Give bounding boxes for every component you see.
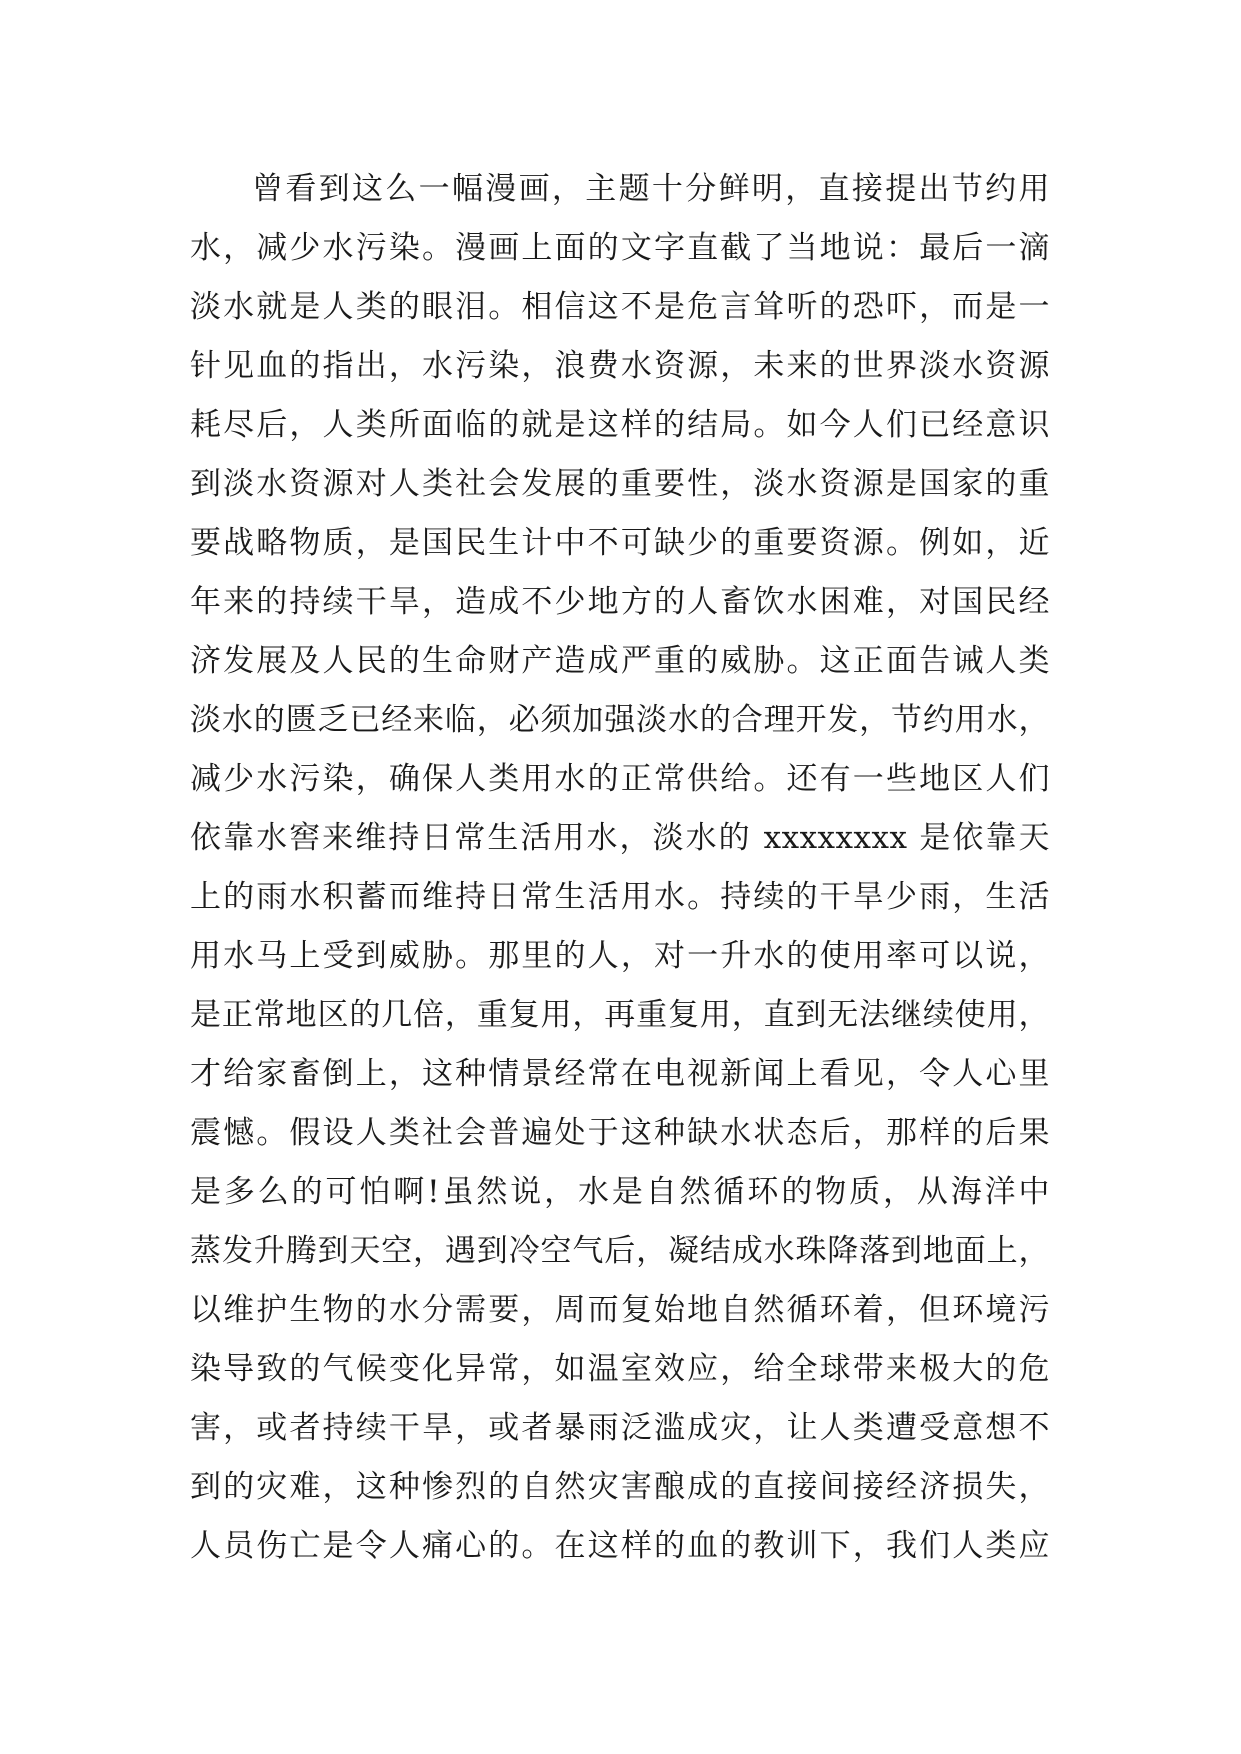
text-line: 蒸发升腾到天空，遇到冷空气后，凝结成水珠降落到地面上， <box>190 1233 1050 1269</box>
text-line: 耗尽后，人类所面临的就是这样的结局。如今人们已经意识 <box>190 407 1050 443</box>
text-line: 才给家畜倒上，这种情景经常在电视新闻上看见，令人心里 <box>190 1056 1050 1092</box>
text-line: 济发展及人民的生命财产造成严重的威胁。这正面告诫人类 <box>190 643 1050 679</box>
text-line: 淡水的匮乏已经来临，必须加强淡水的合理开发，节约用水， <box>190 702 1050 738</box>
text-line: 染导致的气候变化异常，如温室效应，给全球带来极大的危 <box>190 1351 1050 1387</box>
text-line: 水，减少水污染。漫画上面的文字直截了当地说：最后一滴 <box>190 230 1050 266</box>
text-line: 害，或者持续干旱，或者暴雨泛滥成灾，让人类遭受意想不 <box>190 1410 1050 1446</box>
text-line: 用水马上受到威胁。那里的人，对一升水的使用率可以说， <box>190 938 1050 974</box>
text-line: 年来的持续干旱，造成不少地方的人畜饮水困难，对国民经 <box>190 584 1050 620</box>
text-line: 曾看到这么一幅漫画，主题十分鲜明，直接提出节约用 <box>252 171 1050 207</box>
text-line: 上的雨水积蓄而维持日常生活用水。持续的干旱少雨，生活 <box>190 879 1050 915</box>
text-line: 震憾。假设人类社会普遍处于这种缺水状态后，那样的后果 <box>190 1115 1050 1151</box>
text-line: 依靠水窖来维持日常生活用水，淡水的 xxxxxxxx 是依靠天 <box>190 820 1050 856</box>
text-line: 淡水就是人类的眼泪。相信这不是危言耸听的恐吓，而是一 <box>190 289 1050 325</box>
text-line: 针见血的指出，水污染，浪费水资源，未来的世界淡水资源 <box>190 348 1050 384</box>
body-paragraph <box>190 160 1050 1576</box>
text-line: 要战略物质，是国民生计中不可缺少的重要资源。例如，近 <box>190 525 1050 561</box>
text-line: 人员伤亡是令人痛心的。在这样的血的教训下，我们人类应 <box>190 1528 1050 1564</box>
text-line: 到的灾难，这种惨烈的自然灾害酿成的直接间接经济损失， <box>190 1469 1050 1505</box>
text-line: 是正常地区的几倍，重复用，再重复用，直到无法继续使用， <box>190 997 1050 1033</box>
text-line: 减少水污染，确保人类用水的正常供给。还有一些地区人们 <box>190 761 1050 797</box>
text-line: 是多么的可怕啊!虽然说，水是自然循环的物质，从海洋中 <box>190 1174 1050 1210</box>
text-line: 到淡水资源对人类社会发展的重要性，淡水资源是国家的重 <box>190 466 1050 502</box>
text-line: 以维护生物的水分需要，周而复始地自然循环着，但环境污 <box>190 1292 1050 1328</box>
